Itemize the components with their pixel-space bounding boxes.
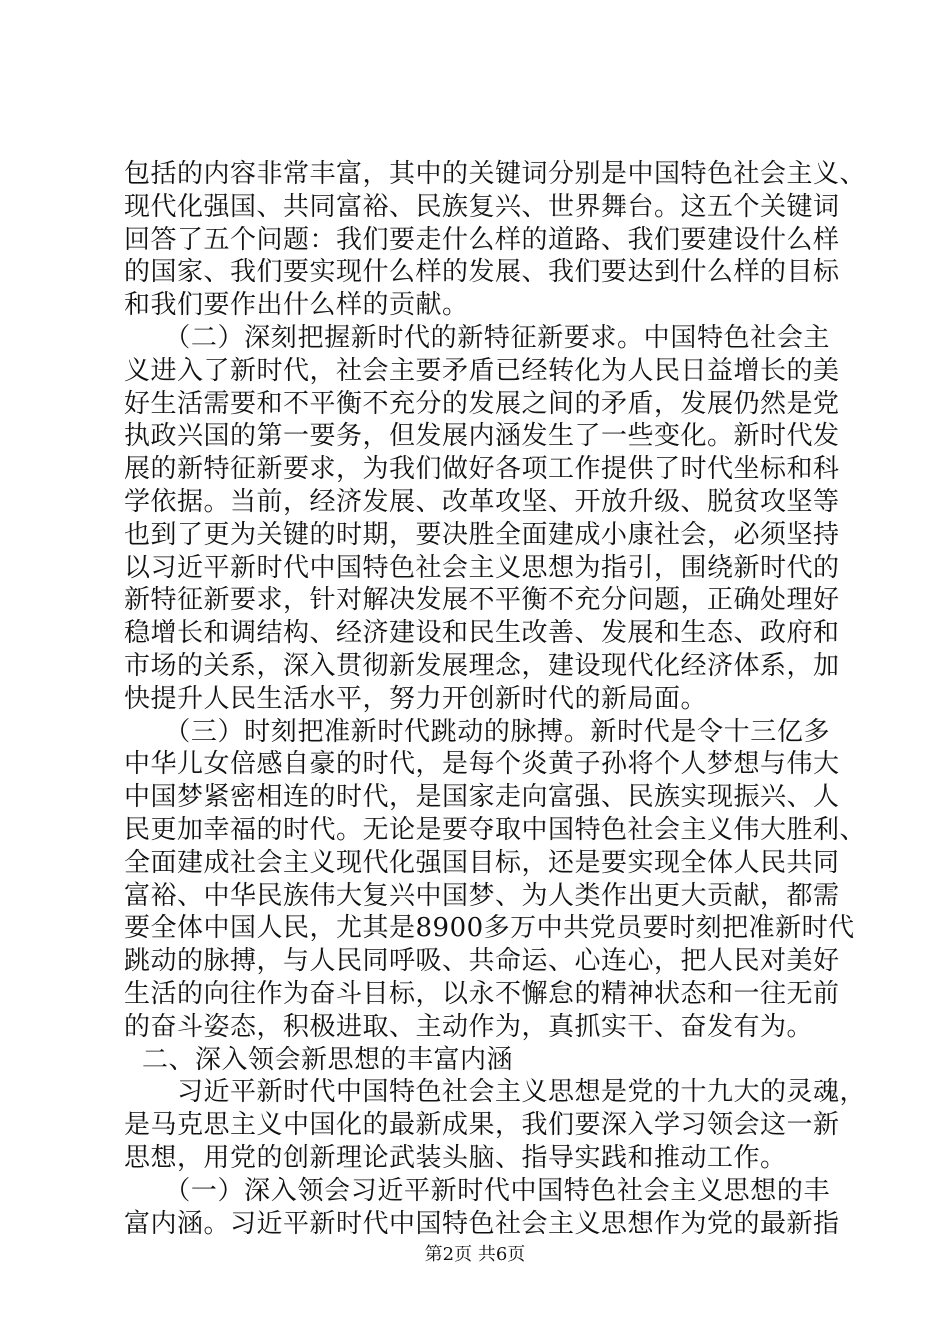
text-line: 中华儿女倍感自豪的时代，是每个炎黄子孙将个人梦想与伟大	[124, 749, 840, 780]
text-line: 展的新特征新要求，为我们做好各项工作提供了时代坐标和科	[124, 454, 840, 485]
text-line: 稳增长和调结构、经济建设和民生改善、发展和生态、政府和	[124, 618, 840, 649]
text-line: 新特征新要求，针对解决发展不平衡不充分问题，正确处理好	[124, 585, 840, 616]
text-line: 也到了更为关键的时期，要决胜全面建成小康社会，必须坚持	[124, 519, 840, 550]
document-body	[124, 158, 867, 1240]
text-line: 回答了五个问题：我们要走什么样的道路、我们要建设什么样	[124, 224, 840, 255]
text-line: 全面建成社会主义现代化强国目标，还是要实现全体人民共同	[124, 847, 840, 878]
text-line: 学依据。当前，经济发展、改革攻坚、开放升级、脱贫攻坚等	[124, 486, 840, 517]
text-line: （三）时刻把准新时代跳动的脉搏。新时代是令十三亿多	[124, 716, 830, 747]
text-line: 思想，用党的创新理论武装头脑、指导实践和推动工作。	[124, 1142, 787, 1173]
text-line: 富内涵。习近平新时代中国特色社会主义思想作为党的最新指	[124, 1208, 840, 1239]
text-line: 要全体中国人民，尤其是8900多万中共党员要时刻把准新时代	[124, 913, 855, 944]
page-number-footer: 第2页 共6页	[424, 1244, 526, 1265]
text-line: 的奋斗姿态，积极进取、主动作为，真抓实干、奋发有为。	[124, 1011, 814, 1042]
text-line: 中国梦紧密相连的时代，是国家走向富强、民族实现振兴、人	[124, 782, 840, 813]
text-line: 和我们要作出什么样的贡献。	[124, 290, 469, 321]
text-line: 的国家、我们要实现什么样的发展、我们要达到什么样的目标	[124, 257, 840, 288]
text-line: 现代化强国、共同富裕、民族复兴、世界舞台。这五个关键词	[124, 191, 840, 222]
text-line: 市场的关系，深入贯彻新发展理念，建设现代化经济体系，加	[124, 650, 840, 681]
text-line: 是马克思主义中国化的最新成果，我们要深入学习领会这一新	[124, 1110, 840, 1141]
text-line: （一）深入领会习近平新时代中国特色社会主义思想的丰	[124, 1175, 830, 1206]
text-line: 生活的向往作为奋斗目标，以永不懈怠的精神状态和一往无前	[124, 978, 840, 1009]
text-line: 习近平新时代中国特色社会主义思想是党的十九大的灵魂，	[124, 1077, 867, 1108]
text-line: 民更加幸福的时代。无论是要夺取中国特色社会主义伟大胜利、	[124, 814, 867, 845]
text-line: 执政兴国的第一要务，但发展内涵发生了一些变化。新时代发	[124, 421, 840, 452]
text-line: 快提升人民生活水平，努力开创新时代的新局面。	[124, 683, 708, 714]
text-line: （二）深刻把握新时代的新特征新要求。中国特色社会主	[124, 322, 830, 353]
text-line: 以习近平新时代中国特色社会主义思想为指引，围绕新时代的	[124, 552, 840, 583]
text-line: 跳动的脉搏，与人民同呼吸、共命运、心连心，把人民对美好	[124, 946, 840, 977]
text-line: 义进入了新时代，社会主要矛盾已经转化为人民日益增长的美	[124, 355, 840, 386]
text-line: 包括的内容非常丰富，其中的关键词分别是中国特色社会主义、	[124, 159, 867, 189]
text-line: 富裕、中华民族伟大复兴中国梦、为人类作出更大贡献，都需	[124, 880, 840, 911]
section-heading: 二、深入领会新思想的丰富内涵	[142, 1044, 514, 1075]
text-line: 好生活需要和不平衡不充分的发展之间的矛盾，发展仍然是党	[124, 388, 840, 419]
